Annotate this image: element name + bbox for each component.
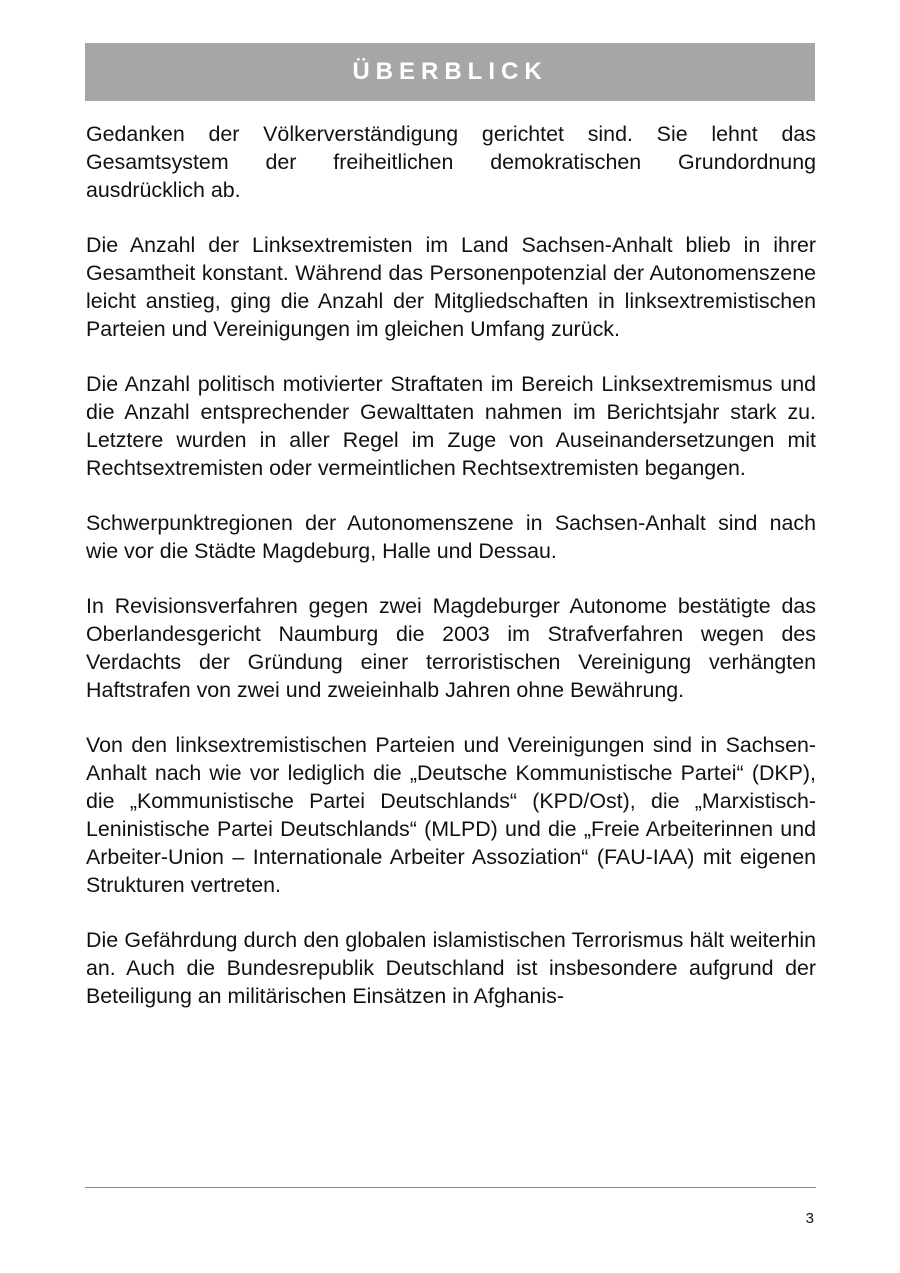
paragraph: In Revisionsverfahren gegen zwei Magdeburger Autonome bestätigte das Oberlandesgericht Naumburg die 2003 im Strafverfahren wegen des Verdachts der Gründung einer terroristischen Vereinigung verhängten Haftstrafen von zwei und zweieinhalb Jahren ohne Bewährung. <box>86 594 816 702</box>
body-text <box>86 120 816 1037</box>
paragraph: Die Anzahl der Linksextremisten im Land Sachsen-Anhalt blieb in ihrer Gesamtheit konstant. Während das Personenpotenzial der Autonomenszene leicht anstieg, ging die Anzahl der Mitgliedschaften in linksextremistischen Parteien und Vereinigungen im gleichen Umfang zurück. <box>86 233 816 341</box>
paragraph: Die Anzahl politisch motivierter Straftaten im Bereich Linksextremismus und die Anzahl entsprechender Gewalttaten nahmen im Berichtsjahr stark zu. Letztere wurden in aller Regel im Zuge von Auseinandersetzungen mit Rechtsextremisten oder vermeintlichen Rechtsextremisten begangen. <box>86 372 816 480</box>
paragraph: Die Gefährdung durch den globalen islamistischen Terrorismus hält weiterhin an. Auch die Bundesrepublik Deutschland ist insbesondere aufgrund der Beteiligung an militärischen Einsätzen in Afghanis- <box>86 928 816 1008</box>
section-title: ÜBERBLICK <box>352 58 548 85</box>
paragraph: Von den linksextremistischen Parteien und Vereinigungen sind in Sachsen-Anhalt nach wie vor lediglich die „Deutsche Kommunistische Partei“ (DKP), die „Kommunistische Partei Deutschlands“ (KPD/Ost), die „Marxistisch-Leninistische Partei Deutschlands“ (MLPD) und die „Freie Arbeiterinnen und Arbeiter-Union – Internationale Arbeiter Assoziation“ (FAU-IAA) mit eigenen Strukturen vertreten. <box>86 733 816 897</box>
page-number: 3 <box>805 1210 814 1227</box>
paragraph: Schwerpunktregionen der Autonomenszene in Sachsen-Anhalt sind nach wie vor die Städte Magdeburg, Halle und Dessau. <box>86 511 816 563</box>
footer-divider <box>85 1187 816 1188</box>
paragraph: Gedanken der Völkerverständigung gerichtet sind. Sie lehnt das Gesamtsystem der freiheitlichen demokratischen Grundordnung ausdrücklich ab. <box>86 122 816 202</box>
section-header-bar <box>85 43 815 101</box>
